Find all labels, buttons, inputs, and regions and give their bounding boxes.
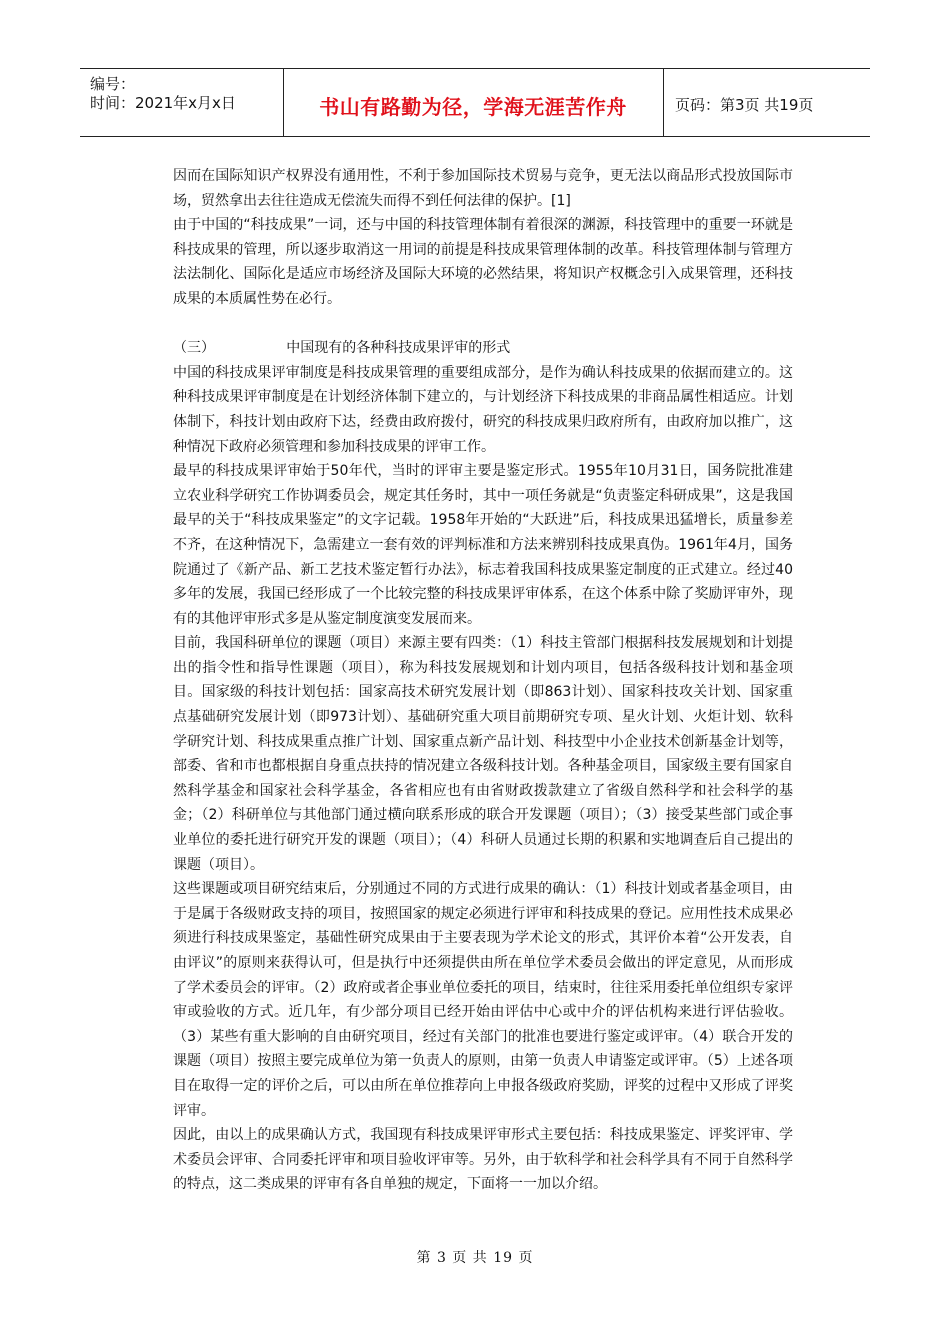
header-motto-cell	[283, 69, 664, 136]
section-heading	[173, 336, 793, 361]
body-paragraph: 这些课题或项目研究结束后，分别通过不同的方式进行成果的确认：（1）科技计划或者基金项目，由于是属于各级财政支持的项目，按照国家的规定必须进行评审和科技成果的登记。应用性技术成果必须进行科技成果鉴定，基础性研究成果由于主要表现为学术论文的形式，其评价本着“公开发表，自由评议”的原则来获得认可，但是执行中还须提供由所在单位学术委员会做出的评定意见，从而形成了学术委员会的评审。（2）政府或者企事业单位委托的项目，结束时，往往采用委托单位组织专家评审或验收的方式。近几年，有少部分项目已经开始由评估中心或中介的评估机构来进行评估验收。（3）某些有重大影响的自由研究项目，经过有关部门的批准也要进行鉴定或评审。（4）联合开发的课题（项目）按照主要完成单位为第一负责人的原则，由第一负责人申请鉴定或评审。（5）上述各项目在取得一定的评价之后，可以由所在单位推荐向上申报各级政府奖励，评奖的过程中又形成了评奖评审。	[173, 881, 793, 1119]
body-paragraph: 最早的科技成果评审始于50年代，当时的评审主要是鉴定形式。1955年10月31日，国务院批准建立农业科学研究工作协调委员会，规定其任务时，其中一项任务就是“负责鉴定科研成果”，这是我国最早的关于“科技成果鉴定”的文字记载。1958年开始的“大跃进”后，科技成果迅猛增长，质量参差不齐，在这种情况下，急需建立一套有效的评判标准和方法来辨别科技成果真伪。1961年4月，国务院通过了《新产品、新工艺技术鉴定暂行办法》，标志着我国科技成果鉴定制度的正式建立。经过40多年的发展，我国已经形成了一个比较完整的科技成果评审体系，在这个体系中除了奖励评审外，现有的其他评审形式多是从鉴定制度演变发展而来。	[173, 463, 793, 627]
section-title: 中国现有的各种科技成果评审的形式	[286, 340, 511, 357]
header-page-label: 页码：第3页 共19页	[675, 96, 814, 114]
body-paragraph: 因此，由以上的成果确认方式，我国现有科技成果评审形式主要包括：科技成果鉴定、评奖评审、学术委员会评审、合同委托评审和项目验收评审等。另外，由于软科学和社会科学具有不同于自然科学的特点，这二类成果的评审有各自单独的规定，下面将一一加以介绍。	[173, 1127, 793, 1193]
document-body	[173, 164, 793, 1197]
section-number: （三）	[173, 340, 215, 357]
page-footer: 第 3 页 共 19 页	[416, 1250, 534, 1266]
paragraph-spacer	[173, 312, 793, 337]
document-header	[80, 68, 870, 137]
document-number-label: 编号：	[90, 75, 136, 93]
body-paragraph: 目前，我国科研单位的课题（项目）来源主要有四类：（1）科技主管部门根据科技发展规划和计划提出的指令性和指导性课题（项目），称为科技发展规划和计划内项目，包括各级科技计划和基金项目。国家级的科技计划包括：国家高技术研究发展计划（即863计划）、国家科技攻关计划、国家重点基础研究发展计划（即973计划）、基础研究重大项目前期研究专项、星火计划、火炬计划、软科学研究计划、科技成果重点推广计划、国家重点新产品计划、科技型中小企业技术创新基金计划等，部委、省和市也都根据自身重点扶持的情况建立各级科技计划。各种基金项目，国家级主要有国家自然科学基金和国家社会科学基金，各省相应也有由省财政拨款建立了省级自然科学和社会科学的基金；（2）科研单位与其他部门通过横向联系形成的联合开发课题（项目）；（3）接受某些部门或企事业单位的委托进行研究开发的课题（项目）；（4）科研人员通过长期的积累和实地调查后自己提出的课题（项目）。	[173, 635, 793, 873]
document-time-label: 时间：2021年x月x日	[90, 94, 236, 112]
header-page-cell	[663, 69, 870, 136]
body-paragraph: 由于中国的“科技成果”一词，还与中国的科技管理体制有着很深的渊源，科技管理中的重要一环就是科技成果的管理，所以逐步取消这一用词的前提是科技成果管理体制的改革。科技管理体制与管理方法法制化、国际化是适应市场经济及国际大环境的必然结果，将知识产权概念引入成果管理，还科技成果的本质属性势在必行。	[173, 217, 793, 307]
body-paragraph: 中国的科技成果评审制度是科技成果管理的重要组成部分，是作为确认科技成果的依据而建立的。这种科技成果评审制度是在计划经济体制下建立的，与计划经济下科技成果的非商品属性相适应。计划体制下，科技计划由政府下达，经费由政府拨付，研究的科技成果归政府所有，由政府加以推广，这种情况下政府必须管理和参加科技成果的评审工作。	[173, 364, 793, 455]
body-paragraph: 因而在国际知识产权界没有通用性，不利于参加国际技术贸易与竞争，更无法以商品形式投放国际市场，贸然拿出去往往造成无偿流失而得不到任何法律的保护。[1]	[173, 168, 793, 209]
header-motto: 书山有路勤为径，学海无涯苦作舟	[319, 95, 627, 119]
header-info-cell	[80, 69, 284, 136]
